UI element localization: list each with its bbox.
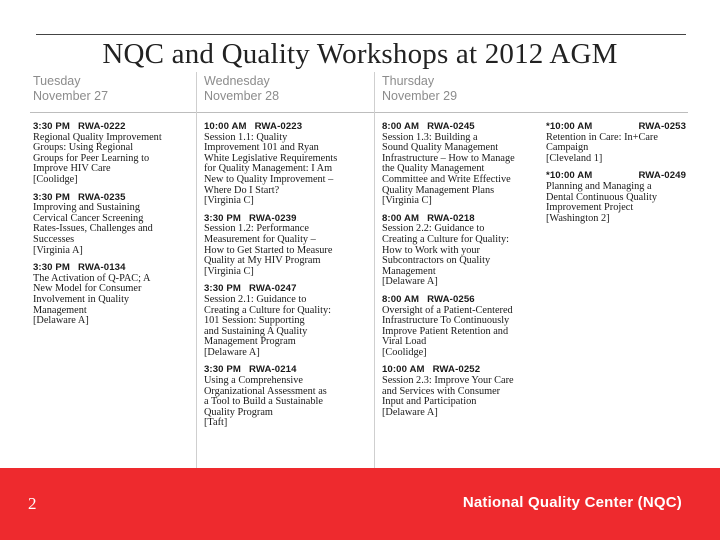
- session-time: 3:30 PM: [33, 262, 70, 274]
- day-header-tuesday: [33, 74, 108, 104]
- session-text-line: Organizational Assessment as: [204, 385, 327, 397]
- session-code: RWA-0256: [427, 293, 475, 305]
- session-text-line: [Virginia A]: [33, 244, 83, 256]
- session-text-line: [Delaware A]: [33, 315, 89, 327]
- session-text-line: Oversight of a Patient-Centered: [382, 304, 513, 316]
- session-text-line: Management Program: [204, 336, 296, 348]
- session-text-line: Creating a Culture for Quality:: [382, 233, 509, 245]
- session-text-line: Successes: [33, 233, 75, 245]
- session-text-line: [Virginia C]: [204, 265, 254, 277]
- tuesday-column: [33, 122, 193, 334]
- session-text-line: Campaign: [546, 142, 589, 154]
- session-text-line: Infrastructure – How to Manage: [382, 152, 515, 164]
- session-text-line: [Virginia C]: [204, 195, 254, 207]
- session-header: [204, 122, 370, 133]
- session-code: RWA-0253: [638, 121, 686, 132]
- session-text-line: [Coolidge]: [382, 346, 427, 358]
- session-time: 8:00 AM: [382, 212, 420, 224]
- session-code: RWA-0239: [248, 212, 297, 224]
- header-divider: [30, 112, 688, 113]
- column-divider: [196, 72, 197, 468]
- session-text-line: [Taft]: [204, 417, 228, 429]
- session-time: 3:30 PM: [204, 212, 241, 224]
- session-entry: [546, 171, 686, 224]
- session-text-line: Improve Patient Retention and: [382, 325, 509, 337]
- session-text-line: Planning and Managing a: [546, 180, 652, 192]
- workshop-schedule: [30, 72, 688, 468]
- day-date: November 29: [382, 89, 458, 103]
- organization-name: National Quality Center (NQC): [462, 494, 682, 511]
- session-text-line: Using a Comprehensive: [204, 375, 303, 387]
- session-text-line: [Delaware A]: [382, 276, 438, 288]
- session-text-line: Regional Quality Improvement: [33, 131, 162, 143]
- session-text-line: Input and Participation: [382, 396, 477, 408]
- session-text-line: [Delaware A]: [204, 346, 260, 358]
- session-text-line: Session 1.2: Performance: [204, 223, 309, 235]
- session-code: RWA-0218: [427, 212, 475, 224]
- day-date: November 27: [33, 89, 109, 103]
- session-text-line: Session 1.3: Building a: [382, 131, 478, 143]
- session-entry: [204, 284, 370, 358]
- wednesday-column: [204, 122, 370, 436]
- session-text-line: Quality Program: [204, 406, 273, 418]
- session-text-line: the Quality Management: [382, 163, 485, 175]
- session-entry: [382, 365, 538, 418]
- session-text-line: How to Work with your: [382, 244, 480, 256]
- session-time: *10:00 AM: [546, 121, 593, 132]
- day-header-thursday: [382, 74, 457, 104]
- session-text-line: 101 Session: Supporting: [204, 315, 305, 327]
- title-rule: [36, 34, 686, 35]
- session-text-line: Viral Load: [382, 336, 427, 348]
- session-text-line: The Activation of Q-PAC; A: [33, 272, 151, 284]
- session-code: RWA-0249: [638, 170, 686, 182]
- session-text-line: [Washington 2]: [546, 212, 610, 224]
- session-entry: [33, 122, 193, 186]
- session-text-line: Creating a Culture for Quality:: [204, 304, 331, 316]
- session-code: RWA-0247: [248, 283, 297, 295]
- session-entry: [546, 122, 686, 164]
- column-divider: [374, 72, 375, 468]
- session-text-line: Groups for Peer Learning to: [33, 152, 150, 164]
- session-code: RWA-0252: [432, 364, 481, 376]
- day-name: Thursday: [382, 74, 435, 88]
- session-text-line: Session 2.1: Guidance to: [204, 293, 307, 305]
- session-text-line: Infrastructure To Continuously: [382, 315, 510, 327]
- session-text-line: White Legislative Requirements: [204, 152, 338, 164]
- session-text-line: New Model for Consumer: [33, 283, 142, 295]
- session-text-line: Cervical Cancer Screening: [33, 212, 144, 224]
- day-date: November 28: [204, 89, 280, 103]
- session-code: RWA-0222: [77, 121, 126, 132]
- page-number: 2: [28, 494, 37, 513]
- session-text-line: Measurement for Quality –: [204, 233, 316, 245]
- session-time: 8:00 AM: [382, 121, 420, 132]
- session-header: [33, 122, 193, 133]
- session-entry: [33, 263, 193, 327]
- session-code: RWA-0134: [77, 262, 126, 274]
- day-name: Wednesday: [204, 74, 270, 88]
- session-time: 10:00 AM: [204, 121, 247, 132]
- session-time: *10:00 AM: [546, 170, 593, 182]
- session-text-line: Subcontractors on Quality: [382, 255, 491, 267]
- session-entry: [204, 365, 370, 429]
- thursday-right-column: [546, 122, 686, 231]
- session-text-line: Committee and Write Effective: [382, 173, 511, 185]
- day-name: Tuesday: [33, 74, 81, 88]
- session-text-line: How to Get Started to Measure: [204, 244, 333, 256]
- session-text-line: [Cleveland 1]: [546, 152, 603, 164]
- day-header-wednesday: [204, 74, 279, 104]
- session-entry: [382, 122, 538, 207]
- session-time: 3:30 PM: [204, 283, 241, 295]
- session-time: 3:30 PM: [204, 364, 241, 376]
- session-text-line: Management: [382, 265, 436, 277]
- session-text-line: Sound Quality Management: [382, 142, 499, 154]
- slide-title: NQC and Quality Workshops at 2012 AGM: [102, 38, 618, 70]
- session-text-line: [Virginia C]: [382, 195, 432, 207]
- session-entry: [382, 295, 538, 359]
- session-time: 3:30 PM: [33, 121, 70, 132]
- session-header: [382, 122, 538, 133]
- session-text-line: Where Do I Start?: [204, 184, 280, 196]
- session-text-line: Dental Continuous Quality: [546, 191, 657, 203]
- session-text-line: Rates-Issues, Challenges and: [33, 223, 153, 235]
- session-text-line: Session 1.1: Quality: [204, 131, 288, 143]
- session-text-line: Groups: Using Regional: [33, 142, 134, 154]
- session-text-line: New to Quality Improvement –: [204, 173, 334, 185]
- session-entry: [382, 214, 538, 288]
- thursday-left-column: [382, 122, 538, 425]
- session-code: RWA-0223: [254, 121, 303, 132]
- session-code: RWA-0245: [427, 121, 475, 132]
- session-entry: [204, 214, 370, 278]
- session-text-line: and Services with Consumer: [382, 385, 501, 397]
- session-text-line: Session 2.2: Guidance to: [382, 223, 485, 235]
- session-entry: [204, 122, 370, 207]
- session-text-line: [Delaware A]: [382, 406, 438, 418]
- session-time: 10:00 AM: [382, 364, 425, 376]
- session-text-line: Retention in Care: In+Care: [546, 131, 658, 143]
- session-text-line: Improve HIV Care: [33, 163, 111, 175]
- session-code: RWA-0214: [248, 364, 297, 376]
- session-text-line: for Quality Management: I Am: [204, 163, 333, 175]
- session-text-line: Quality at My HIV Program: [204, 255, 321, 267]
- session-time: 8:00 AM: [382, 293, 420, 305]
- session-text-line: Involvement in Quality: [33, 293, 130, 305]
- session-code: RWA-0235: [77, 191, 126, 203]
- session-text-line: Improving and Sustaining: [33, 202, 140, 214]
- session-text-line: Improvement 101 and Ryan: [204, 142, 319, 154]
- session-text-line: Session 2.3: Improve Your Care: [382, 375, 514, 387]
- session-text-line: Quality Management Plans: [382, 184, 495, 196]
- session-time: 3:30 PM: [33, 191, 70, 203]
- session-header: [382, 295, 538, 306]
- session-text-line: [Coolidge]: [33, 173, 78, 185]
- session-header: [546, 122, 686, 133]
- footer-bar: [0, 468, 720, 540]
- session-text-line: Management: [33, 304, 87, 316]
- session-entry: [33, 193, 193, 257]
- session-text-line: a Tool to Build a Sustainable: [204, 396, 323, 408]
- session-text-line: Improvement Project: [546, 202, 634, 214]
- session-text-line: and Sustaining A Quality: [204, 325, 308, 337]
